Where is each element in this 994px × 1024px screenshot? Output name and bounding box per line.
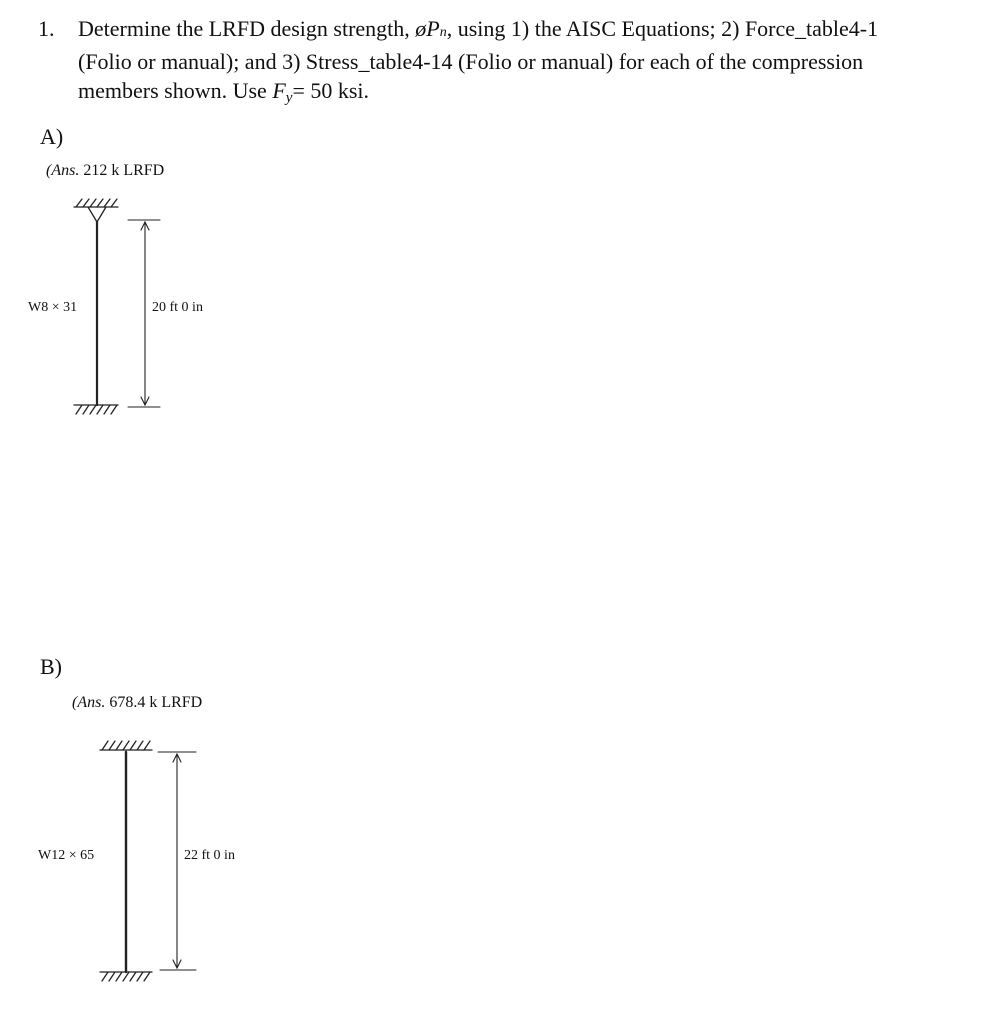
problem-line-3: members shown. Use Fy= 50 ksi.	[78, 78, 370, 106]
part-a-label: A)	[40, 124, 64, 149]
part-b-top-support	[100, 741, 152, 750]
part-a-column-diagram	[74, 199, 160, 414]
part-b-bottom-support	[100, 972, 152, 981]
part-b-answer: (Ans. 678.4 k LRFD	[72, 694, 203, 711]
part-a-bottom-support	[74, 405, 118, 414]
part-a-length: 20 ft 0 in	[152, 300, 203, 315]
phi-symbol: ø	[415, 16, 427, 41]
problem-number: 1.	[38, 16, 55, 41]
part-a-top-support	[74, 199, 118, 222]
part-a-answer: (Ans. 212 k LRFD	[46, 162, 165, 179]
y-subscript: y	[285, 90, 293, 106]
n-subscript: n	[439, 25, 447, 40]
part-a-dimension	[128, 220, 160, 407]
f-symbol: F	[272, 78, 286, 103]
p-symbol: P	[426, 16, 440, 41]
problem-line-1: Determine the LRFD design strength, øPn, using 1) the AISC Equations; 2) Force_table4-1	[78, 16, 879, 41]
part-b-dimension	[158, 752, 196, 970]
part-b-length: 22 ft 0 in	[184, 848, 235, 863]
part-b-column-diagram	[100, 741, 196, 981]
part-b-section: W12 × 65	[38, 848, 95, 863]
problem-line-2: (Folio or manual); and 3) Stress_table4-14 (Folio or manual) for each of the compression	[78, 49, 864, 74]
part-b-label: B)	[40, 654, 62, 679]
part-a-section: W8 × 31	[28, 300, 78, 315]
